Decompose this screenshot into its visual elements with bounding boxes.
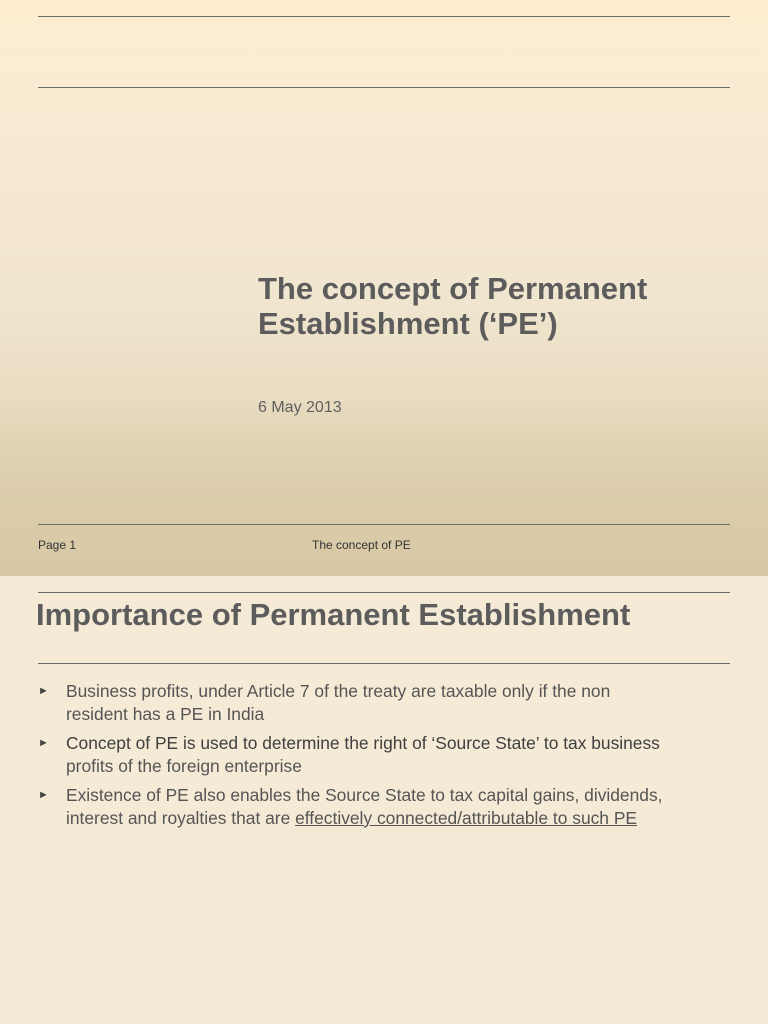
bullet-item: [38, 732, 738, 778]
underlined-phrase: effectively connected/attributable to such PE: [295, 808, 638, 828]
footer-rule: [38, 524, 730, 525]
triangle-right-icon: ►: [38, 737, 49, 749]
bullet-text-line-2: interest and royalties that are: [66, 808, 296, 828]
footer-title: The concept of PE: [312, 538, 411, 552]
bullet-text-line-2: resident has a PE in India: [66, 704, 265, 724]
bullet-list: [38, 680, 738, 836]
header-rule: [38, 87, 730, 88]
triangle-right-icon: ►: [38, 789, 49, 801]
top-rule: [38, 592, 730, 593]
bullet-text-line-1: Business profits, under Article 7 of the treaty are taxable only if the non: [66, 681, 611, 701]
header-rule: [38, 663, 730, 664]
footer-page-number: Page 1: [38, 538, 77, 552]
bullet-item: [38, 784, 738, 830]
slide-2: [0, 576, 768, 1024]
bullet-text-line-1: Concept of PE is used to determine the right of ‘Source State’ to tax business: [66, 733, 660, 753]
slide-title-line-1: The concept of Permanent: [258, 271, 648, 306]
bullet-text-line-2: profits of the foreign enterprise: [66, 756, 302, 776]
slide-title: [258, 271, 728, 341]
bullet-item: [38, 680, 738, 726]
bullet-text-line-1: Existence of PE also enables the Source State to tax capital gains, dividends,: [66, 785, 663, 805]
top-rule: [38, 16, 730, 17]
slide-date: 6 May 2013: [258, 399, 342, 416]
triangle-right-icon: ►: [38, 685, 49, 697]
slide-title-line-2: Establishment (‘PE’): [258, 306, 558, 341]
slide-title: Importance of Permanent Establishment: [36, 597, 631, 632]
